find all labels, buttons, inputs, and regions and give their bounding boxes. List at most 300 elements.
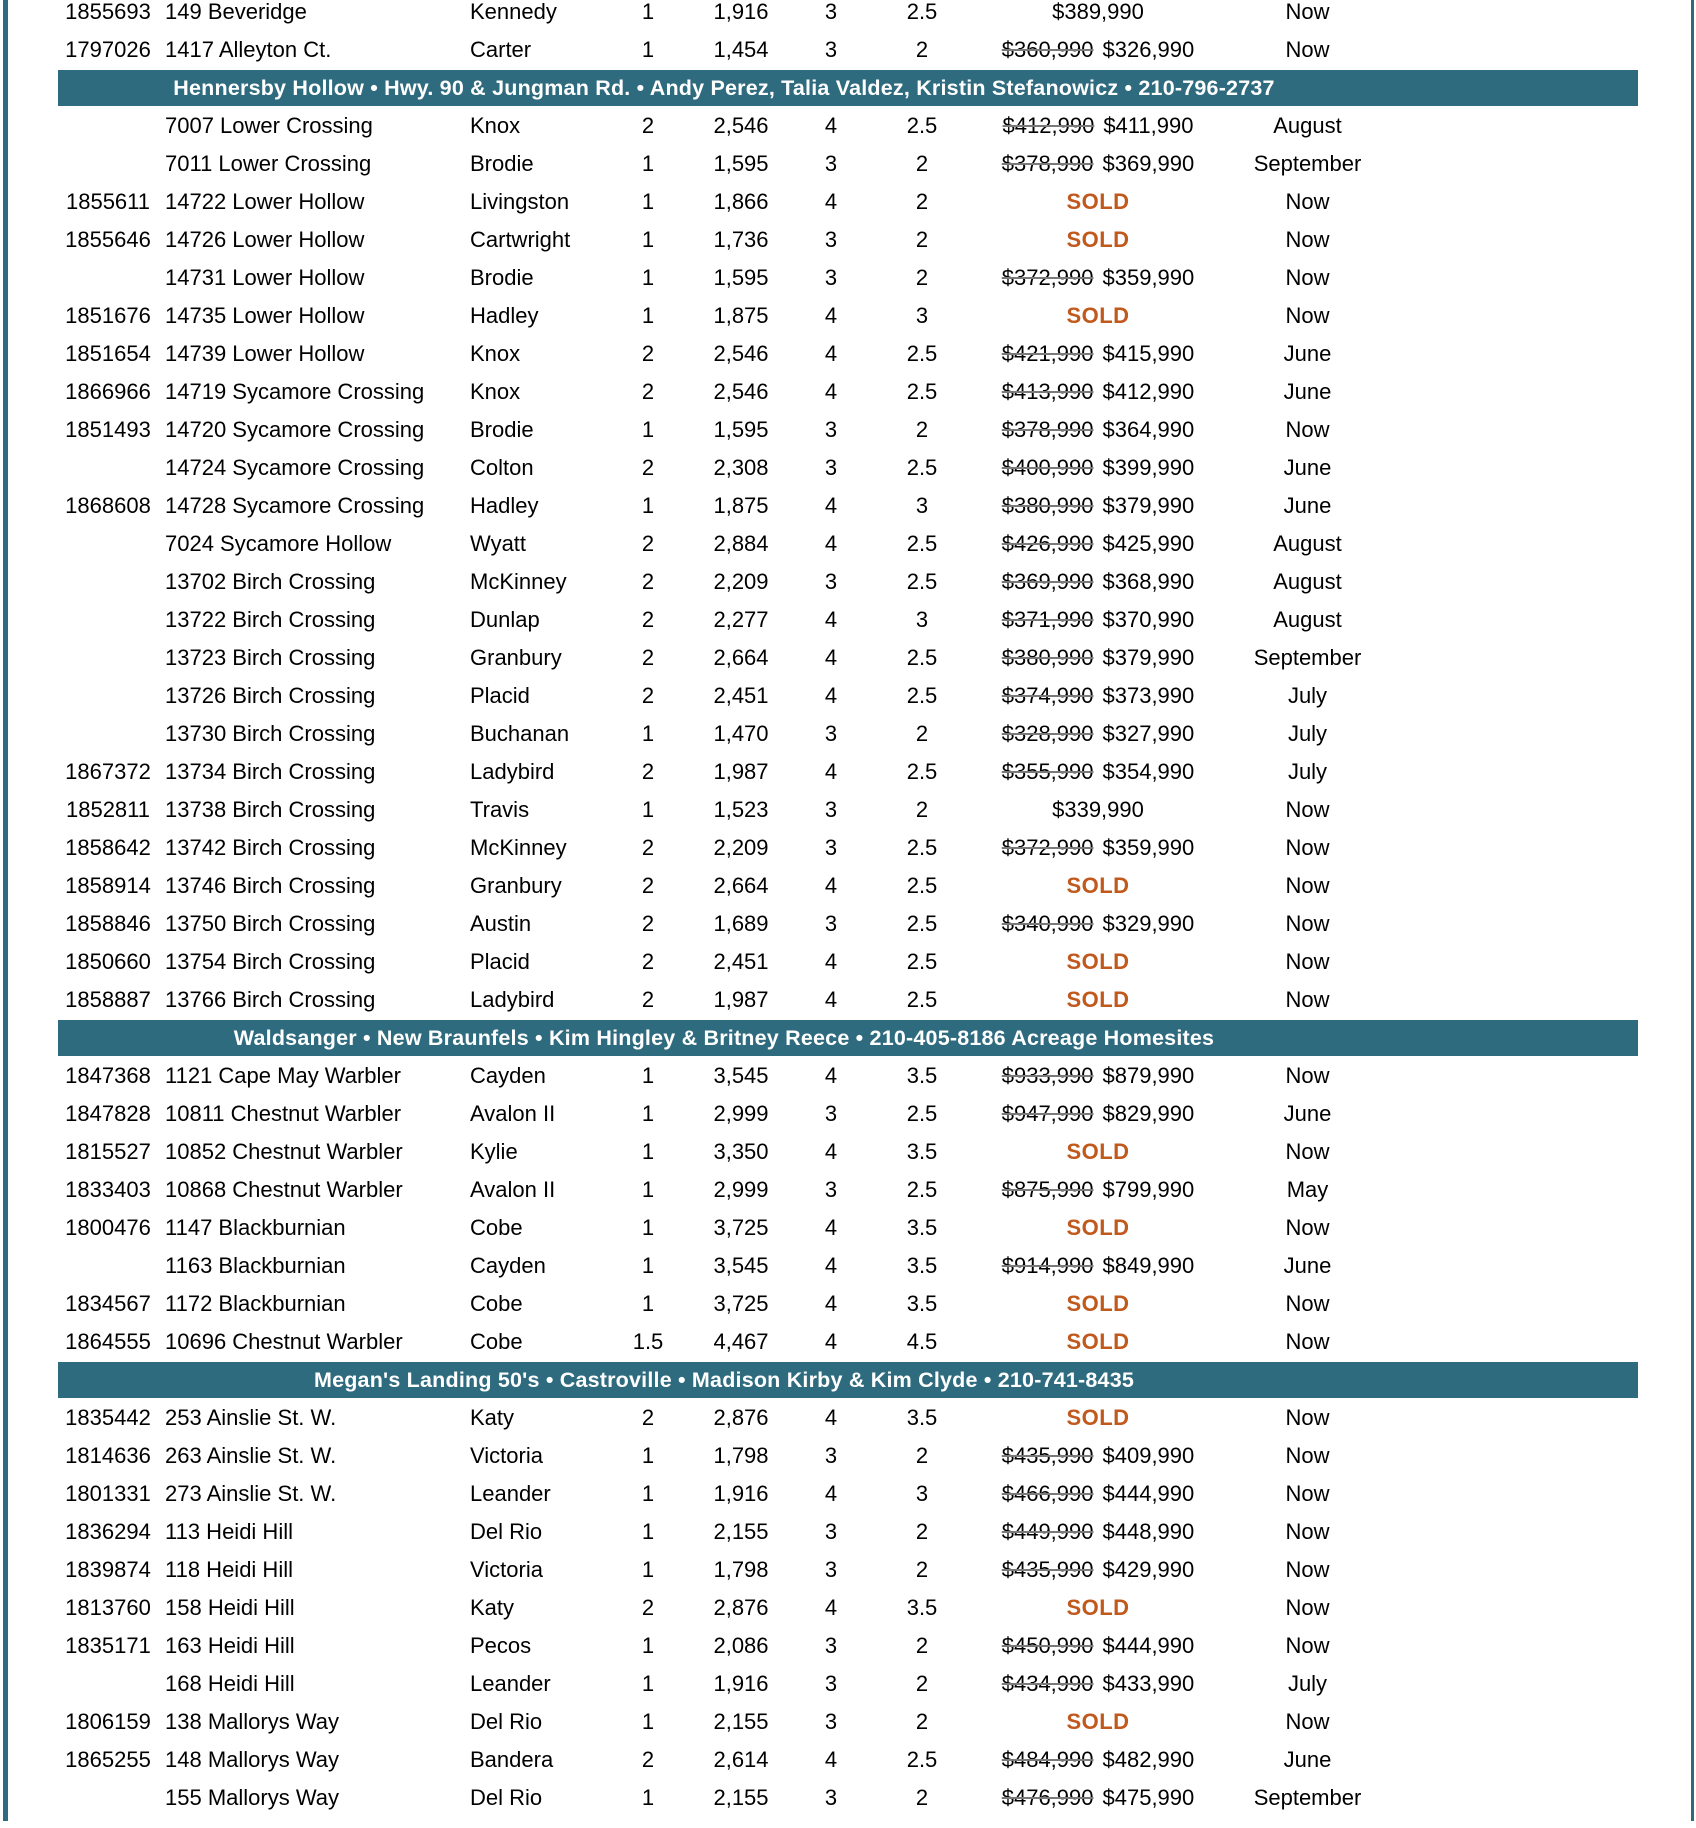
old-price: $374,990 [1001, 683, 1094, 708]
cell-availability: Now [1285, 1215, 1330, 1240]
cell-plan: Placid [470, 683, 530, 708]
cell-sqft: 3,545 [713, 1063, 769, 1088]
cell-address: 7007 Lower Crossing [165, 113, 373, 138]
cell-baths: 4.5 [906, 1329, 938, 1354]
cell-address: 155 Mallorys Way [165, 1785, 340, 1810]
cell-price [986, 1597, 1210, 1619]
cell-plan: Granbury [470, 645, 562, 670]
cell-price [986, 1673, 1210, 1695]
cell-beds: 4 [824, 1253, 838, 1278]
cell-plan: Knox [470, 113, 521, 138]
cell-availability: Now [1285, 797, 1330, 822]
current-price: $482,990 [1102, 1747, 1195, 1772]
cell-address: 168 Heidi Hill [165, 1671, 295, 1696]
cell-sqft: 2,876 [713, 1405, 769, 1430]
current-price: $389,990 [1052, 0, 1144, 24]
cell-sqft: 1,798 [713, 1443, 769, 1468]
cell-sqft: 2,884 [713, 531, 769, 556]
current-price: $448,990 [1102, 1519, 1195, 1544]
cell-availability: August [1273, 531, 1342, 556]
old-price: $412,990 [1002, 113, 1095, 138]
cell-story: 1 [641, 1177, 655, 1202]
table-row [0, 1209, 1696, 1247]
cell-price [986, 381, 1210, 403]
cell-beds: 4 [824, 531, 838, 556]
cell-plan: Del Rio [470, 1709, 543, 1734]
cell-price [986, 495, 1210, 517]
cell-price [986, 1141, 1210, 1163]
cell-plan: Katy [470, 1595, 515, 1620]
cell-mls-number: 1858642 [65, 835, 151, 860]
cell-plan: Placid [470, 949, 530, 974]
old-price: $372,990 [1001, 835, 1094, 860]
table-row [0, 145, 1696, 183]
cell-address: 113 Heidi Hill [165, 1519, 293, 1544]
cell-plan: Livingston [470, 189, 570, 214]
cell-story: 2 [641, 569, 655, 594]
table-row [0, 791, 1696, 829]
cell-sqft: 2,308 [713, 455, 769, 480]
section-header [0, 1361, 1696, 1399]
cell-plan: Pecos [470, 1633, 532, 1658]
cell-address: 263 Ainslie St. W. [165, 1443, 337, 1468]
cell-sqft: 1,987 [713, 987, 769, 1012]
table-row [0, 411, 1696, 449]
cell-baths: 2.5 [906, 987, 938, 1012]
cell-availability: August [1273, 113, 1342, 138]
cell-address: 13723 Birch Crossing [165, 645, 376, 670]
current-price: $364,990 [1102, 417, 1195, 442]
cell-baths: 3.5 [906, 1405, 938, 1430]
cell-plan: Cobe [470, 1329, 523, 1354]
current-price: $327,990 [1102, 721, 1195, 746]
cell-plan: Bandera [470, 1747, 554, 1772]
cell-mls-number: 1855693 [65, 0, 151, 24]
cell-sqft: 2,451 [713, 683, 769, 708]
cell-plan: Cobe [470, 1291, 523, 1316]
cell-sqft: 1,875 [713, 303, 769, 328]
cell-address: 7024 Sycamore Hollow [165, 531, 392, 556]
cell-beds: 4 [824, 1329, 838, 1354]
cell-address: 14722 Lower Hollow [165, 189, 365, 214]
cell-mls-number: 1864555 [65, 1329, 151, 1354]
cell-baths: 2.5 [906, 379, 938, 404]
cell-availability: July [1287, 1671, 1328, 1696]
cell-plan: McKinney [470, 835, 567, 860]
cell-story: 2 [641, 1747, 655, 1772]
cell-baths: 2.5 [906, 531, 938, 556]
cell-address: 14728 Sycamore Crossing [165, 493, 425, 518]
old-price: $933,990 [1001, 1063, 1094, 1088]
cell-mls-number: 1867372 [65, 759, 151, 784]
cell-baths: 3.5 [906, 1595, 938, 1620]
table-row [0, 1285, 1696, 1323]
table-row [0, 449, 1696, 487]
cell-address: 10696 Chestnut Warbler [165, 1329, 403, 1354]
cell-availability: Now [1285, 417, 1330, 442]
old-price: $466,990 [1001, 1481, 1094, 1506]
cell-story: 1 [641, 493, 655, 518]
current-price: SOLD [1066, 1709, 1130, 1734]
cell-baths: 3.5 [906, 1139, 938, 1164]
cell-story: 1 [641, 1443, 655, 1468]
cell-beds: 4 [824, 1747, 838, 1772]
section-header-bar [58, 1020, 1638, 1056]
cell-sqft: 2,209 [713, 835, 769, 860]
cell-story: 2 [641, 873, 655, 898]
cell-baths: 2 [915, 1557, 929, 1582]
current-price: $329,990 [1102, 911, 1195, 936]
cell-sqft: 2,999 [713, 1177, 769, 1202]
cell-story: 1 [641, 1709, 655, 1734]
current-price: $359,990 [1102, 265, 1195, 290]
cell-sqft: 2,546 [713, 341, 769, 366]
left-page-border [3, 0, 8, 1821]
cell-availability: Now [1285, 227, 1330, 252]
current-price: $399,990 [1102, 455, 1195, 480]
cell-baths: 3.5 [906, 1063, 938, 1088]
cell-address: 273 Ainslie St. W. [165, 1481, 337, 1506]
cell-baths: 2 [915, 1519, 929, 1544]
cell-mls-number: 1800476 [65, 1215, 151, 1240]
cell-beds: 4 [824, 341, 838, 366]
cell-availability: Now [1285, 1519, 1330, 1544]
cell-availability: Now [1285, 1557, 1330, 1582]
table-row [0, 829, 1696, 867]
cell-price [986, 191, 1210, 213]
cell-story: 1 [641, 0, 655, 24]
current-price: SOLD [1066, 303, 1130, 328]
cell-price [986, 1635, 1210, 1657]
table-row [0, 1399, 1696, 1437]
current-price: $429,990 [1102, 1557, 1195, 1582]
cell-baths: 2.5 [906, 759, 938, 784]
cell-availability: June [1283, 455, 1332, 480]
current-price: $409,990 [1102, 1443, 1195, 1468]
cell-sqft: 1,595 [713, 151, 769, 176]
cell-story: 1 [641, 1063, 655, 1088]
cell-address: 158 Heidi Hill [165, 1595, 295, 1620]
old-price: $435,990 [1001, 1443, 1094, 1468]
cell-story: 1 [641, 37, 655, 62]
cell-baths: 2 [915, 1785, 929, 1810]
cell-story: 2 [641, 531, 655, 556]
current-price: $475,990 [1102, 1785, 1195, 1810]
cell-plan: Granbury [470, 873, 562, 898]
cell-address: 1163 Blackburnian [165, 1253, 346, 1278]
cell-availability: Now [1285, 911, 1330, 936]
current-price: $444,990 [1102, 1481, 1195, 1506]
cell-beds: 4 [824, 873, 838, 898]
cell-story: 1 [641, 1519, 655, 1544]
cell-price [986, 1445, 1210, 1467]
cell-availability: September [1253, 151, 1362, 176]
cell-story: 1 [641, 189, 655, 214]
cell-mls-number: 1858914 [65, 873, 151, 898]
cell-availability: Now [1285, 1405, 1330, 1430]
cell-address: 1417 Alleyton Ct. [165, 37, 332, 62]
cell-beds: 4 [824, 1063, 838, 1088]
cell-address: 148 Mallorys Way [165, 1747, 340, 1772]
cell-beds: 3 [824, 911, 838, 936]
cell-address: 14724 Sycamore Crossing [165, 455, 425, 480]
cell-address: 138 Mallorys Way [165, 1709, 340, 1734]
cell-sqft: 1,866 [713, 189, 769, 214]
current-price: SOLD [1066, 1139, 1130, 1164]
cell-price [986, 1749, 1210, 1771]
cell-mls-number: 1851654 [65, 341, 151, 366]
cell-sqft: 3,725 [713, 1215, 769, 1240]
cell-sqft: 2,664 [713, 873, 769, 898]
cell-availability: Now [1285, 265, 1330, 290]
cell-mls-number: 1858846 [65, 911, 151, 936]
current-price: $339,990 [1052, 797, 1144, 822]
cell-availability: Now [1285, 1291, 1330, 1316]
current-price: $879,990 [1102, 1063, 1195, 1088]
table-row [0, 1589, 1696, 1627]
cell-baths: 2 [915, 189, 929, 214]
old-price: $484,990 [1001, 1747, 1094, 1772]
cell-availability: September [1253, 645, 1362, 670]
cell-mls-number: 1797026 [65, 37, 151, 62]
cell-price [986, 1787, 1210, 1809]
table-row [0, 1057, 1696, 1095]
current-price: $412,990 [1102, 379, 1195, 404]
cell-price [986, 1293, 1210, 1315]
current-price: SOLD [1066, 1291, 1130, 1316]
cell-price [986, 951, 1210, 973]
cell-baths: 2.5 [906, 1101, 938, 1126]
cell-plan: Cayden [470, 1253, 546, 1278]
table-row [0, 905, 1696, 943]
cell-sqft: 3,545 [713, 1253, 769, 1278]
cell-address: 10868 Chestnut Warbler [165, 1177, 403, 1202]
cell-address: 14720 Sycamore Crossing [165, 417, 425, 442]
cell-price [986, 1065, 1210, 1087]
old-price: $378,990 [1001, 417, 1094, 442]
cell-baths: 3.5 [906, 1215, 938, 1240]
cell-price [986, 229, 1210, 251]
cell-address: 14726 Lower Hollow [165, 227, 365, 252]
cell-story: 1 [641, 227, 655, 252]
section-header [0, 69, 1696, 107]
cell-price [986, 647, 1210, 669]
cell-address: 118 Heidi Hill [165, 1557, 293, 1582]
cell-sqft: 1,595 [713, 417, 769, 442]
cell-mls-number: 1855646 [65, 227, 151, 252]
cell-availability: June [1283, 493, 1332, 518]
table-row [0, 297, 1696, 335]
cell-beds: 3 [824, 1709, 838, 1734]
table-row [0, 1095, 1696, 1133]
cell-address: 14719 Sycamore Crossing [165, 379, 425, 404]
cell-beds: 4 [824, 759, 838, 784]
cell-sqft: 1,595 [713, 265, 769, 290]
cell-sqft: 2,546 [713, 379, 769, 404]
cell-sqft: 4,467 [713, 1329, 769, 1354]
table-row [0, 639, 1696, 677]
cell-plan: Carter [470, 37, 532, 62]
cell-price [986, 989, 1210, 1011]
cell-mls-number: 1858887 [65, 987, 151, 1012]
cell-beds: 4 [824, 1595, 838, 1620]
cell-story: 1 [641, 1633, 655, 1658]
current-price: $411,990 [1103, 113, 1194, 138]
cell-price [986, 533, 1210, 555]
cell-story: 2 [641, 683, 655, 708]
cell-baths: 2.5 [906, 1747, 938, 1772]
cell-baths: 2 [915, 1671, 929, 1696]
table-row [0, 1665, 1696, 1703]
cell-availability: September [1253, 1785, 1362, 1810]
cell-availability: Now [1285, 0, 1330, 24]
cell-price [986, 1711, 1210, 1733]
current-price: $370,990 [1102, 607, 1195, 632]
cell-address: 13722 Birch Crossing [165, 607, 376, 632]
cell-beds: 3 [824, 151, 838, 176]
current-price: $373,990 [1102, 683, 1195, 708]
cell-price [986, 723, 1210, 745]
cell-beds: 4 [824, 1405, 838, 1430]
cell-address: 10811 Chestnut Warbler [165, 1101, 402, 1126]
cell-address: 13730 Birch Crossing [165, 721, 376, 746]
old-price: $371,990 [1001, 607, 1094, 632]
cell-mls-number: 1833403 [65, 1177, 151, 1202]
current-price: SOLD [1066, 1405, 1130, 1430]
cell-price [986, 343, 1210, 365]
old-price: $400,990 [1001, 455, 1094, 480]
table-row [0, 259, 1696, 297]
cell-price [986, 685, 1210, 707]
cell-availability: June [1283, 379, 1332, 404]
cell-beds: 3 [824, 569, 838, 594]
current-price: SOLD [1066, 949, 1130, 974]
section-header-label: Hennersby Hollow • Hwy. 90 & Jungman Rd. • Andy Perez, Talia Valdez, Kristin Stefanowicz • 210-796-2737 [173, 75, 1275, 100]
cell-story: 2 [641, 341, 655, 366]
cell-baths: 2.5 [906, 835, 938, 860]
old-price: $426,990 [1001, 531, 1094, 556]
current-price: $368,990 [1102, 569, 1195, 594]
table-row [0, 1741, 1696, 1779]
cell-story: 1 [641, 1557, 655, 1582]
cell-beds: 4 [824, 607, 838, 632]
cell-plan: Avalon II [470, 1101, 556, 1126]
cell-mls-number: 1801331 [65, 1481, 151, 1506]
cell-mls-number: 1866966 [65, 379, 151, 404]
cell-beds: 3 [824, 1177, 838, 1202]
section-header-label: Waldsanger • New Braunfels • Kim Hingley & Britney Reece • 210-405-8186 Acreage Homesites [233, 1025, 1215, 1050]
cell-price [986, 1331, 1210, 1353]
cell-mls-number: 1815527 [65, 1139, 151, 1164]
cell-sqft: 1,454 [713, 37, 769, 62]
cell-sqft: 2,876 [713, 1595, 769, 1620]
cell-plan: Travis [470, 797, 530, 822]
current-price: $433,990 [1102, 1671, 1195, 1696]
old-price: $875,990 [1001, 1177, 1094, 1202]
cell-price [986, 837, 1210, 859]
cell-availability: Now [1285, 1709, 1330, 1734]
table-row [0, 0, 1696, 31]
cell-availability: May [1286, 1177, 1329, 1202]
cell-address: 163 Heidi Hill [165, 1633, 295, 1658]
cell-availability: Now [1285, 987, 1330, 1012]
cell-story: 2 [641, 759, 655, 784]
current-price: $379,990 [1102, 645, 1195, 670]
cell-baths: 2.5 [906, 873, 938, 898]
cell-sqft: 2,546 [713, 113, 769, 138]
cell-beds: 4 [824, 987, 838, 1012]
cell-price [986, 609, 1210, 631]
cell-story: 2 [641, 645, 655, 670]
cell-price [986, 457, 1210, 479]
cell-story: 1 [641, 797, 655, 822]
current-price: SOLD [1066, 1215, 1130, 1240]
cell-availability: June [1283, 1747, 1332, 1772]
old-price: $328,990 [1001, 721, 1094, 746]
old-price: $340,990 [1001, 911, 1094, 936]
cell-price [986, 1179, 1210, 1201]
cell-plan: Leander [470, 1671, 551, 1696]
current-price: SOLD [1066, 873, 1130, 898]
cell-baths: 2.5 [906, 0, 938, 24]
cell-baths: 2 [915, 797, 929, 822]
current-price: $829,990 [1102, 1101, 1195, 1126]
current-price: $379,990 [1102, 493, 1195, 518]
cell-beds: 3 [824, 721, 838, 746]
cell-plan: Hadley [470, 303, 539, 328]
old-price: $360,990 [1001, 37, 1094, 62]
cell-mls-number: 1813760 [65, 1595, 151, 1620]
cell-baths: 2 [915, 721, 929, 746]
table-row [0, 1323, 1696, 1361]
cell-availability: June [1283, 1253, 1332, 1278]
cell-sqft: 2,209 [713, 569, 769, 594]
cell-baths: 2.5 [906, 911, 938, 936]
cell-address: 13702 Birch Crossing [165, 569, 376, 594]
cell-baths: 2.5 [906, 645, 938, 670]
cell-beds: 4 [824, 113, 838, 138]
current-price: $359,990 [1102, 835, 1195, 860]
cell-beds: 3 [824, 797, 838, 822]
cell-sqft: 2,451 [713, 949, 769, 974]
cell-price [986, 1521, 1210, 1543]
cell-plan: Del Rio [470, 1785, 543, 1810]
cell-price [986, 1483, 1210, 1505]
cell-address: 14735 Lower Hollow [165, 303, 365, 328]
cell-address: 13766 Birch Crossing [165, 987, 376, 1012]
cell-beds: 3 [824, 227, 838, 252]
cell-address: 13734 Birch Crossing [165, 759, 376, 784]
cell-address: 253 Ainslie St. W. [165, 1405, 337, 1430]
cell-baths: 2 [915, 265, 929, 290]
table-row [0, 981, 1696, 1019]
cell-beds: 3 [824, 1557, 838, 1582]
cell-price [986, 1255, 1210, 1277]
cell-availability: August [1273, 607, 1342, 632]
cell-price [986, 1, 1210, 23]
cell-beds: 3 [824, 417, 838, 442]
cell-baths: 2 [915, 1443, 929, 1468]
cell-price [986, 267, 1210, 289]
cell-baths: 3.5 [906, 1253, 938, 1278]
cell-story: 1 [641, 721, 655, 746]
cell-baths: 2 [915, 1709, 929, 1734]
cell-plan: Hadley [470, 493, 539, 518]
cell-baths: 2.5 [906, 1177, 938, 1202]
cell-address: 1147 Blackburnian [165, 1215, 346, 1240]
cell-story: 2 [641, 607, 655, 632]
cell-baths: 2 [915, 37, 929, 62]
